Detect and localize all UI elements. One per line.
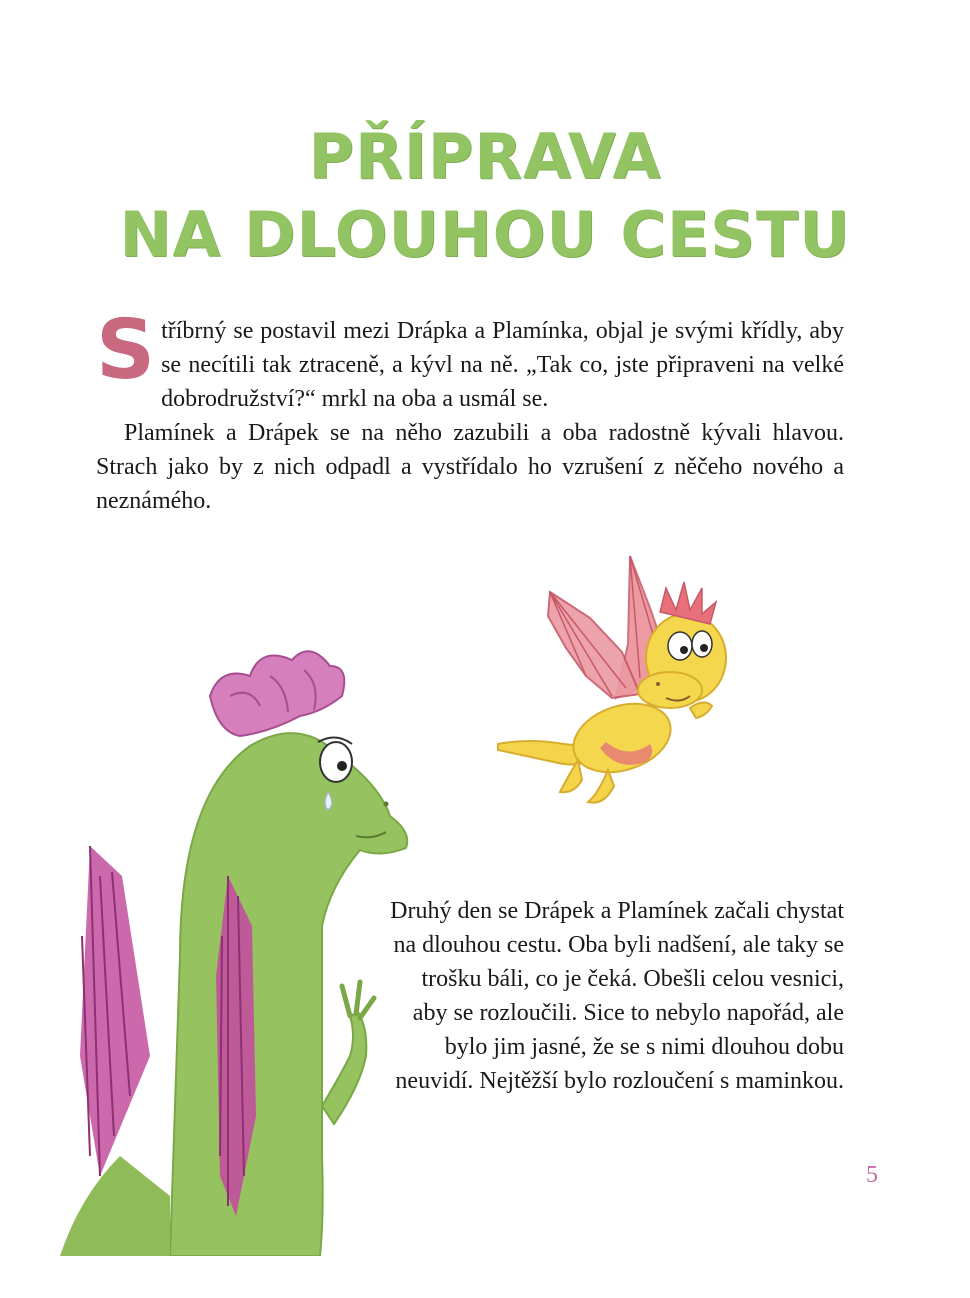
chapter-title-line-2: NA DLOUHOU CESTU: [119, 198, 851, 271]
chapter-title-line-1: PŘÍPRAVA: [308, 120, 662, 193]
paragraph-3: Druhý den se Drápek a Plamínek začali chystat na dlouhou cestu. Oba byli nadšení, ale taky se trošku báli, co je čeká. Obešli celou vesnici, aby se rozloučili. Sice to nebylo napořád, ale bylo jim jasné, že se s nimi dlouhou dobu neuvidí. Nejtěžší bylo rozloučení s maminkou.: [390, 898, 844, 1094]
paragraph-1: [96, 303, 844, 416]
drop-cap: S: [96, 303, 156, 398]
paragraph-2: Plamínek a Drápek se na něho zazubili a oba radostně kývali hlavou. Strach jako by z nich odpadl a vystřídalo ho vzrušení z něčeho nového a neznámého.: [96, 420, 844, 514]
intro-text: [96, 303, 844, 518]
sad-green-dragon-illustration: [60, 636, 420, 1256]
page-number: 5: [866, 1162, 878, 1188]
paragraph-1-text: tříbrný se postavil mezi Drápka a Plamínka, objal je svými křídly, aby se necítili tak ztraceně, a kývl na ně. „Tak co, jste připraveni na velké dobrodružství?“ mrkl na oba a usmál se.: [161, 318, 844, 412]
flying-yellow-dragon-illustration: [490, 548, 740, 818]
chapter-title: [0, 118, 970, 274]
